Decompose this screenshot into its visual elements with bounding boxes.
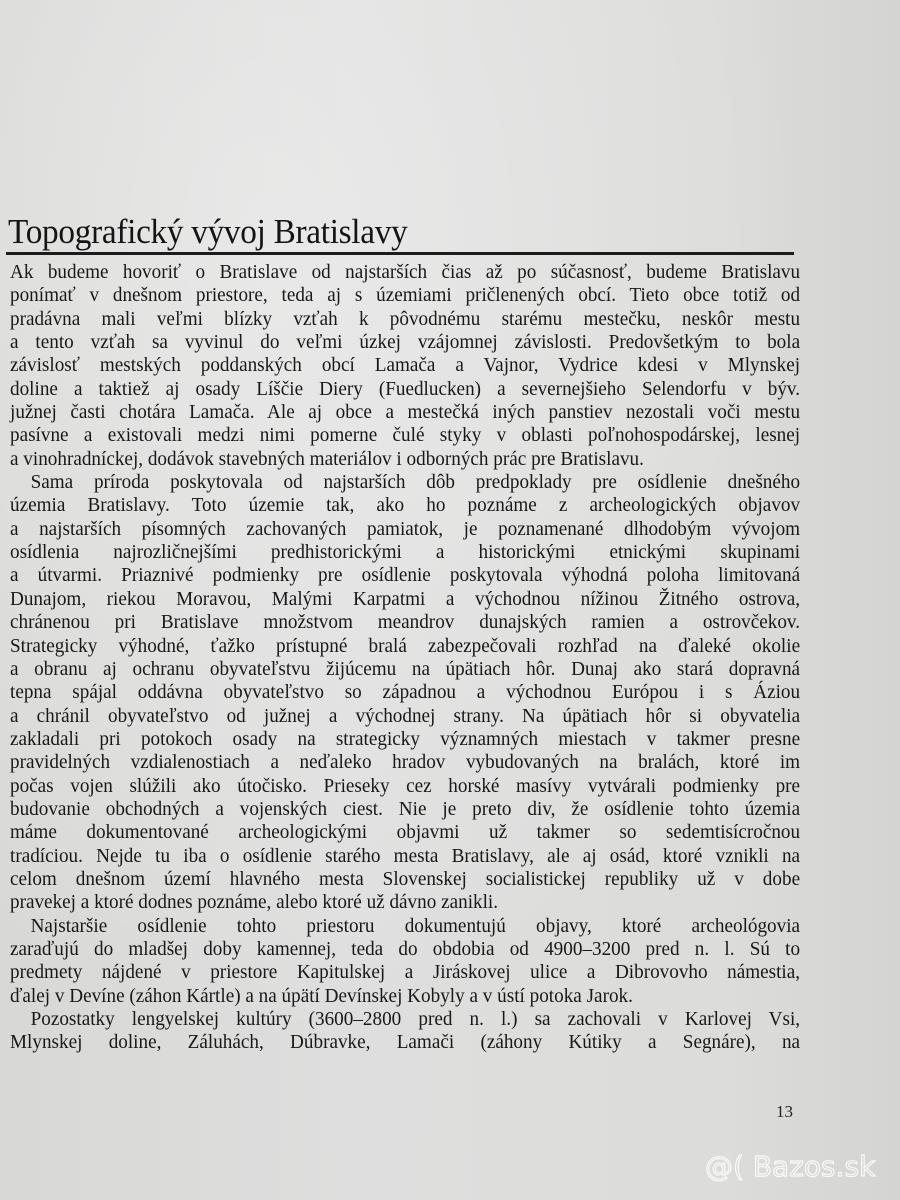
text-line: tradíciou. Nejde tu iba o osídlenie starého mesta Bratislavy, ale aj osád, ktoré vznikli na — [10, 844, 801, 867]
text-line: ďalej v Devíne (záhon Kártle) a na úpätí Devínskej Kobyly a v ústí potoka Jarok. — [10, 984, 633, 1007]
text-line: Najstaršie osídlenie tohto priestoru dokumentujú objavy, ktoré archeológovia — [30, 914, 801, 937]
text-line: Sama príroda poskytovala od najstarších dôb predpoklady pre osídlenie dnešného — [30, 471, 801, 494]
text-line: a chránil obyvateľstvo od južnej a východnej strany. Na úpätiach hôr si obyvatelia — [10, 704, 801, 727]
text-line: a najstarších písomných zachovaných pamiatok, je poznamenané dlhodobým vývojom — [10, 517, 801, 540]
text-line: tepna spájal oddávna obyvateľstvo so západnou a východnou Európou i s Áziou — [10, 681, 801, 704]
text-line: osídlenia najrozličnejšími predhistorickými a historickými etnickými skupinami — [10, 541, 801, 564]
text-line: zaraďujú do mladšej doby kamennej, teda do obdobia od 4900–3200 pred n. l. Sú to — [10, 937, 801, 960]
page-number: 13 — [776, 1102, 793, 1121]
body-text — [10, 261, 800, 1055]
text-line: počas vojen slúžili ako útočisko. Prieseky cez horské masívy vytvárali podmienky pre — [10, 774, 801, 797]
text-line: Dunajom, riekou Moravou, Malými Karpatmi a východnou nížinou Žitného ostrova, — [10, 587, 801, 610]
paragraph-4 — [10, 1008, 800, 1055]
text-line: Strategicky výhodné, ťažko prístupné bralá zabezpečovali rozhľad na ďaleké okolie — [10, 634, 801, 657]
text-line: závislosť mestských poddanských obcí Lamača a Vajnor, Vydrice kdesi v Mlynskej — [10, 354, 801, 377]
text-line: máme dokumentované archeologickými objavmi už takmer so sedemtisícročnou — [10, 821, 801, 844]
section-heading: Topografický vývoj Bratislavy — [8, 212, 408, 251]
text-line: a vinohradníckej, dodávok stavebných materiálov i odborných prác pre Bratislavu. — [10, 447, 644, 470]
text-line: južnej časti chotára Lamača. Ale aj obce a mestečká iných panstiev nezostali voči mestu — [10, 401, 801, 424]
text-line: chránenou pri Bratislave množstvom meandrov dunajských ramien a ostrovčekov. — [10, 611, 801, 634]
text-line: pradávna mali veľmi blízky vzťah k pôvodnému starému mestečku, neskôr mestu — [10, 307, 801, 330]
text-line: celom dnešnom území hlavného mesta Slovenskej socialistickej republiky už v dobe — [10, 867, 801, 890]
text-line: predmety nájdené v priestore Kapitulskej a Jiráskovej ulice a Dibrovovho námestia, — [10, 961, 801, 984]
text-line: Pozostatky lengyelskej kultúry (3600–2800 pred n. l.) sa zachovali v Karlovej Vsi, — [30, 1008, 801, 1030]
paragraph-2 — [10, 471, 800, 915]
watermark: @( Bazos.sk — [705, 1150, 876, 1183]
text-line: zakladali pri potokoch osady na strategicky významných miestach v takmer presne — [10, 727, 801, 750]
paragraph-1 — [10, 261, 800, 471]
text-line: Ak budeme hovoriť o Bratislave od najstarších čias až po súčasnosť, budeme Bratislavu — [10, 261, 801, 283]
paragraph-3 — [10, 915, 800, 1008]
heading-rule — [6, 252, 794, 255]
text-line: a tento vzťah sa vyvinul do veľmi úzkej vzájomnej závislosti. Predovšetkým to bola — [10, 331, 801, 354]
text-line: ponímať v dnešnom priestore, teda aj s územiami pričlenených obcí. Tieto obce totiž od — [10, 284, 801, 307]
text-line: pravekej a ktoré dodnes poznáme, alebo ktoré už dávno zanikli. — [10, 891, 499, 914]
text-line: a útvarmi. Priaznivé podmienky pre osídlenie poskytovala výhodná poloha limitovaná — [10, 564, 801, 587]
text-line: pravidelných vzdialenostiach a neďaleko hradov vybudovaných na bralách, ktoré im — [10, 751, 801, 774]
text-line: a obranu aj ochranu obyvateľstvu žijúcemu na úpätiach hôr. Dunaj ako stará dopravná — [10, 657, 801, 680]
text-line: pasívne a existovali medzi nimi pomerne čulé styky v oblasti poľnohospodárskej, lesnej — [10, 424, 801, 447]
text-line: budovanie obchodných a vojenských ciest. Nie je preto div, že osídlenie tohto územia — [10, 797, 801, 820]
text-line: Mlynskej doline, Záluhách, Dúbravke, Lamači (záhony Kútiky a Segnáre), na — [10, 1031, 801, 1054]
text-line: územia Bratislavy. Toto územie tak, ako ho poznáme z archeologických objavov — [10, 494, 801, 517]
text-line: doline a taktiež aj osady Líščie Diery (Fuedlucken) a severnejšieho Selendorfu v býv. — [10, 377, 801, 400]
